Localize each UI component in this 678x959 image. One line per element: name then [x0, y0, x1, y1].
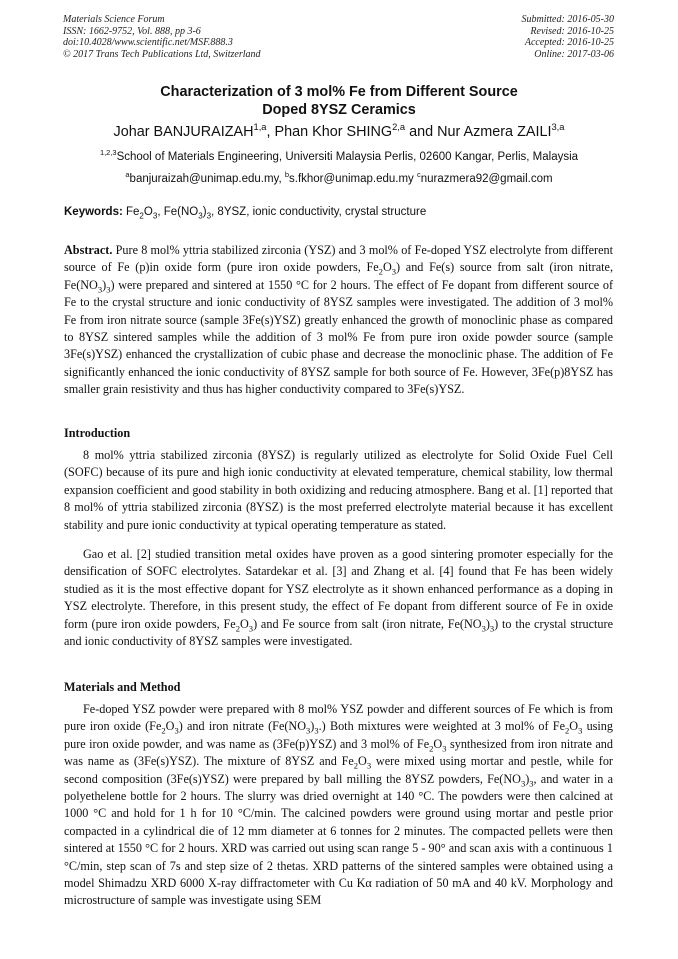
paragraph-text: were mixed using mortar and pestle, while for second composition (3Fe(s)YSZ) were prepared by ball milling the 8YSZ powders, Fe(NO	[64, 754, 613, 786]
keyword-text: , Fe(NO	[157, 206, 199, 218]
affiliation-text: School of Materials Engineering, Universiti Malaysia Perlis, 02600 Kangar, Perlis, Malaysia	[116, 151, 579, 163]
author-3: Nur Azmera ZAILI	[437, 124, 552, 140]
paragraph-text: O	[569, 719, 579, 734]
subscript: 3	[520, 778, 526, 789]
paragraph-text: ) and iron nitrate (Fe(NO	[178, 719, 307, 734]
subscript: 3	[314, 725, 319, 736]
paragraph-text: 8 mol% yttria stabilized zirconia (8YSZ) is regularly utilized as electrolyte for Solid Oxide Fuel Cell (SOFC) because of its pure and high ionic conductivity at elevated temperature, chemical stability, low thermal expansion coefficient and good stability in both oxidizing and reducing atmosphere. Bang et al. [1] reported that 8 mol% of yttria stabilized zirconia (8YSZ) is the most preferred electrolyte material because it has excellent stability and pure ionic conductivity at typical operating temperature as stated.	[64, 448, 613, 532]
subscript: 3	[489, 623, 495, 634]
email-b: s.fkhor@unimap.edu.my	[289, 173, 418, 185]
email-list	[0, 170, 678, 185]
subscript: 3	[529, 778, 534, 789]
introduction-heading: Introduction	[64, 426, 131, 440]
author-2: Phan Khor SHING	[274, 124, 393, 140]
paragraph-text: )	[485, 616, 490, 631]
paragraph-text: O	[358, 754, 367, 769]
abstract-text: ) were prepared and sintered at 1550 °C for 2 hours. The effect of Fe dopant from different source of Fe to the crystal structure and ionic conductivity of 8YSZ samples were investigated. The addition of 3 mol% Fe from iron nitrate source (sample 3Fe(s)YSZ) greatly enhanced the growth of monoclinic phase as compared to 8YSZ sintered samples while the addition of 3 mol% Fe from pure iron oxide powder source (sample 3Fe(s)YSZ) enhanced the crystallization of cubic phase and decrease the monoclinic phase. The addition of Fe significantly enhanced the ionic conductivity of 8YSZ sample for both source of Fe. However, 3Fe(p)8YSZ has smaller grain resistivity and thus has higher conductivity compared to 3Fe(s)YSZ.	[64, 277, 613, 397]
introduction-paragraph-1	[64, 447, 613, 534]
paragraph-text: O	[239, 616, 249, 631]
subscript: 2	[161, 725, 166, 736]
subscript: 2	[353, 760, 359, 771]
paragraph-text: Fe-doped YSZ powder were prepared with 8 mol% YSZ powder and different sources of Fe which is from pure iron oxide (Fe	[64, 702, 613, 734]
methods-heading: Materials and Method	[64, 680, 181, 694]
header-right	[522, 14, 615, 60]
paragraph-text: Gao et al. [2] studied transition metal oxides have proven as a good sintering promoter especially for the densification of SOFC electrolytes. Satardekar et al. [3] and Zhang et al. [4] found that Fe has been widely studied as it is the most effective dopant for YSZ electrolyte as it shown enhanced performance as a doping in YSZ electrolyte. Therefore, in this present study, the effect of Fe dopant from different source of Fe in oxide form (pure iron oxide powders, Fe	[64, 547, 613, 631]
journal-name: Materials Science Forum	[63, 14, 165, 25]
online-date: Online: 2017-03-06	[534, 48, 614, 60]
subscript: 3	[174, 725, 179, 736]
subscript: 2	[139, 211, 144, 221]
paragraph-text: O	[433, 736, 443, 751]
author-separator: ,	[266, 124, 275, 140]
paragraph-text: O	[165, 719, 175, 734]
paragraph-text: ) and Fe source from salt (iron nitrate, Fe(NO	[253, 616, 482, 631]
author-2-affil: 2,a	[392, 122, 406, 133]
affiliation	[0, 148, 678, 163]
affiliation-marker: 1,2,3	[99, 148, 117, 158]
email-c: nurazmera92@gmail.com	[420, 173, 553, 185]
abstract-label: Abstract.	[64, 243, 113, 257]
subscript: 2	[429, 743, 434, 754]
submitted-date: Submitted: 2016-05-30	[521, 14, 614, 25]
abstract-text: O	[382, 260, 392, 275]
keyword-text: , 8YSZ, ionic conductivity, crystal structure	[211, 206, 427, 218]
author-3-affil: 3,a	[551, 122, 565, 133]
issn: ISSN: 1662-9752, Vol. 888, pp 3-6	[63, 25, 201, 37]
subscript: 3	[206, 211, 212, 221]
copyright: © 2017 Trans Tech Publications Ltd, Switzerland	[63, 48, 261, 60]
paragraph-text: , and water in a polyethelene bottle for 2 hours. The slurry was dried overnight at 140 °C. The powders were then calcined at 1000 °C and hold for 1 h for 10 °C/min. The calcined powders were ground using mortar and pestle prior compacted in a cylindrical die of 12 mm diameter at 6 tonnes for 2 minutes. The compacted pellets were then sintered at 1550 °C for 2 hours. XRD was carried out using scan range 5 - 90° and scan axis with a continuous 1 °C/min, step scan of 7s and step size of 2 thetas. XRD patterns of the sintered samples were obtained using a model Shimadzu XRD 6000 X-ray diffractometer with Cu Kα radiation of 50 mA and 40 kV. Morphology and microstructure of sample was investigate using SEM	[64, 771, 613, 908]
abstract-text: ) and Fe(s) source from salt (iron nitrate, Fe(NO	[64, 260, 613, 292]
subscript: 2	[378, 266, 383, 277]
paragraph-text: synthesized from iron nitrate and was name as (3Fe(s)YSZ). The mixture of 8YSZ and Fe	[64, 736, 613, 769]
subscript: 2	[235, 623, 240, 634]
author-1: Johar BANJURAIZAH	[113, 124, 254, 140]
subscript: 3	[578, 725, 583, 736]
accepted-date: Accepted: 2016-10-25	[524, 37, 614, 49]
subscript: 3	[366, 760, 372, 771]
keywords	[64, 206, 624, 221]
author-1-affil: 1,a	[253, 122, 267, 133]
paragraph-text: )	[310, 719, 315, 734]
subscript: 3	[391, 266, 397, 277]
subscript: 2	[564, 725, 570, 736]
keyword-text: Fe	[126, 206, 140, 218]
subscript: 3	[481, 623, 486, 634]
title-line-2: Doped 8YSZ Ceramics	[262, 102, 416, 118]
revised-date: Revised: 2016-10-25	[530, 25, 614, 37]
doi: doi:10.4028/www.scientific.net/MSF.888.3	[63, 37, 233, 49]
header-left	[63, 14, 261, 60]
keyword-text: O	[143, 206, 153, 218]
paragraph-text: using pure iron oxide powder, and was name as (3Fe(p)YSZ) and 3 mol% of Fe	[64, 719, 613, 751]
email-marker: c	[417, 170, 421, 180]
title-line-1: Characterization of 3 mol% Fe from Different Source	[160, 84, 518, 100]
subscript: 3	[106, 284, 111, 295]
email-a: banjuraizah@unimap.edu.my,	[129, 173, 285, 185]
methods-paragraph	[64, 701, 613, 910]
paper-title	[0, 83, 678, 119]
email-marker: b	[284, 170, 289, 180]
keyword-text: )	[202, 206, 207, 218]
abstract-text: Pure 8 mol% yttria stabilized zirconia (YSZ) and 3 mol% of Fe-doped YSZ electrolyte from different source of Fe (p)in oxide form (pure iron oxide powders, Fe	[64, 243, 613, 275]
subscript: 3	[248, 623, 254, 634]
subscript: 3	[442, 743, 447, 754]
paragraph-text: )	[525, 771, 530, 786]
subscript: 3	[198, 211, 203, 221]
paragraph-text: ) to the crystal structure and ionic conductivity of 8YSZ samples were investigated.	[64, 616, 613, 649]
subscript: 3	[152, 211, 158, 221]
paragraph-text: .) Both mixtures were weighted at 3 mol% of Fe	[318, 719, 565, 734]
subscript: 3	[306, 725, 311, 736]
abstract-text: )	[102, 277, 107, 292]
email-marker: a	[125, 170, 130, 180]
author-separator: and	[405, 124, 438, 140]
keywords-label: Keywords:	[64, 206, 126, 218]
abstract	[64, 242, 613, 399]
author-list	[0, 124, 678, 140]
subscript: 3	[97, 284, 103, 295]
introduction-paragraph-2	[64, 546, 613, 650]
